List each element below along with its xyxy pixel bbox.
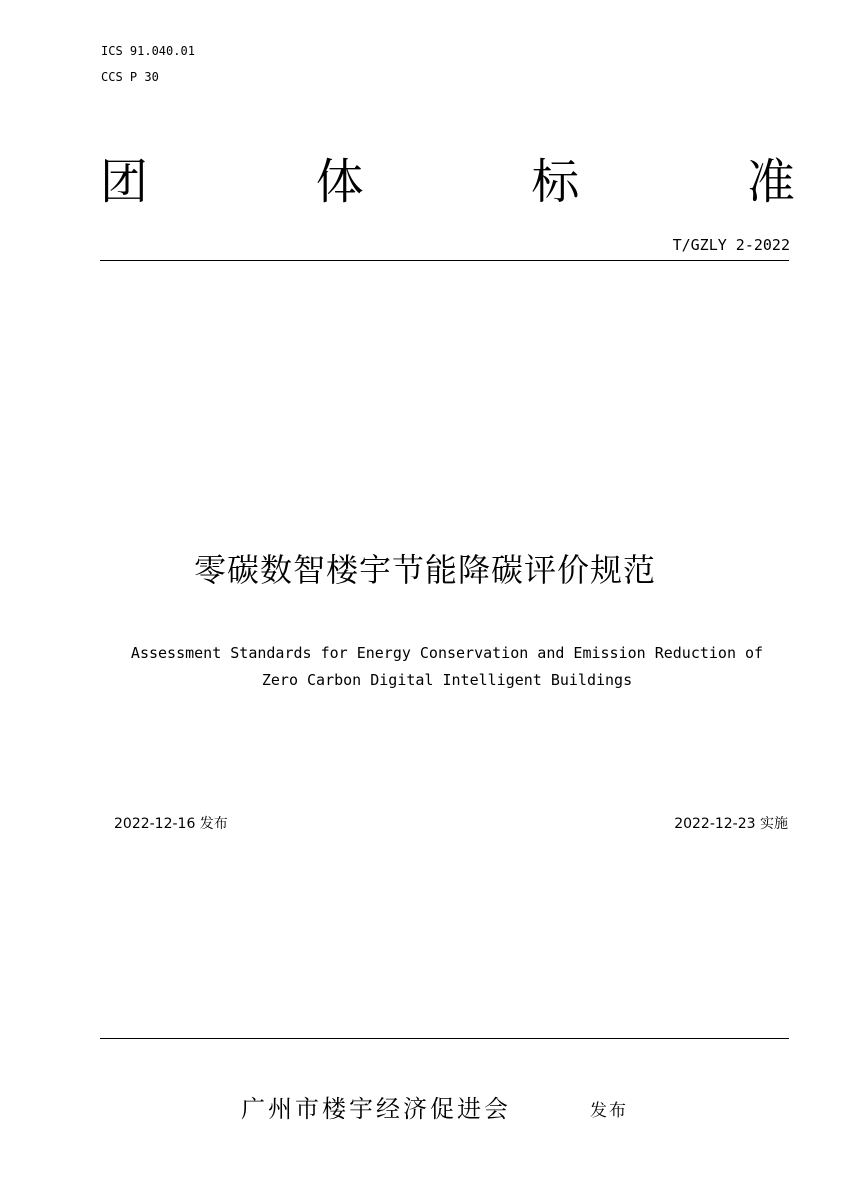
document-title-cn: 零碳数智楼宇节能降碳评价规范 bbox=[193, 551, 656, 589]
bottom-divider bbox=[100, 1038, 789, 1039]
standard-type-char: 准 bbox=[746, 154, 795, 210]
title-en-line-2: Zero Carbon Digital Intelligent Buildings bbox=[261, 671, 633, 689]
standard-type-char: 团 bbox=[100, 154, 149, 210]
standard-type-heading bbox=[100, 152, 795, 212]
publish-date: 2022-12-16 发布 bbox=[114, 816, 228, 832]
document-title-en bbox=[0, 640, 850, 694]
ccs-code: CCS P 30 bbox=[101, 70, 159, 84]
standard-number: T/GZLY 2-2022 bbox=[672, 236, 790, 254]
ics-code: ICS 91.040.01 bbox=[101, 44, 195, 58]
implement-date: 2022-12-23 实施 bbox=[674, 816, 788, 832]
publisher-suffix: 发布 bbox=[590, 1101, 628, 1121]
standard-type-char: 体 bbox=[315, 154, 364, 210]
publisher-name: 广州市楼宇经济促进会 bbox=[241, 1095, 511, 1123]
title-en-line-1: Assessment Standards for Energy Conservation and Emission Reduction of bbox=[130, 644, 764, 662]
standard-type-char: 标 bbox=[531, 154, 580, 210]
top-divider bbox=[100, 260, 789, 261]
